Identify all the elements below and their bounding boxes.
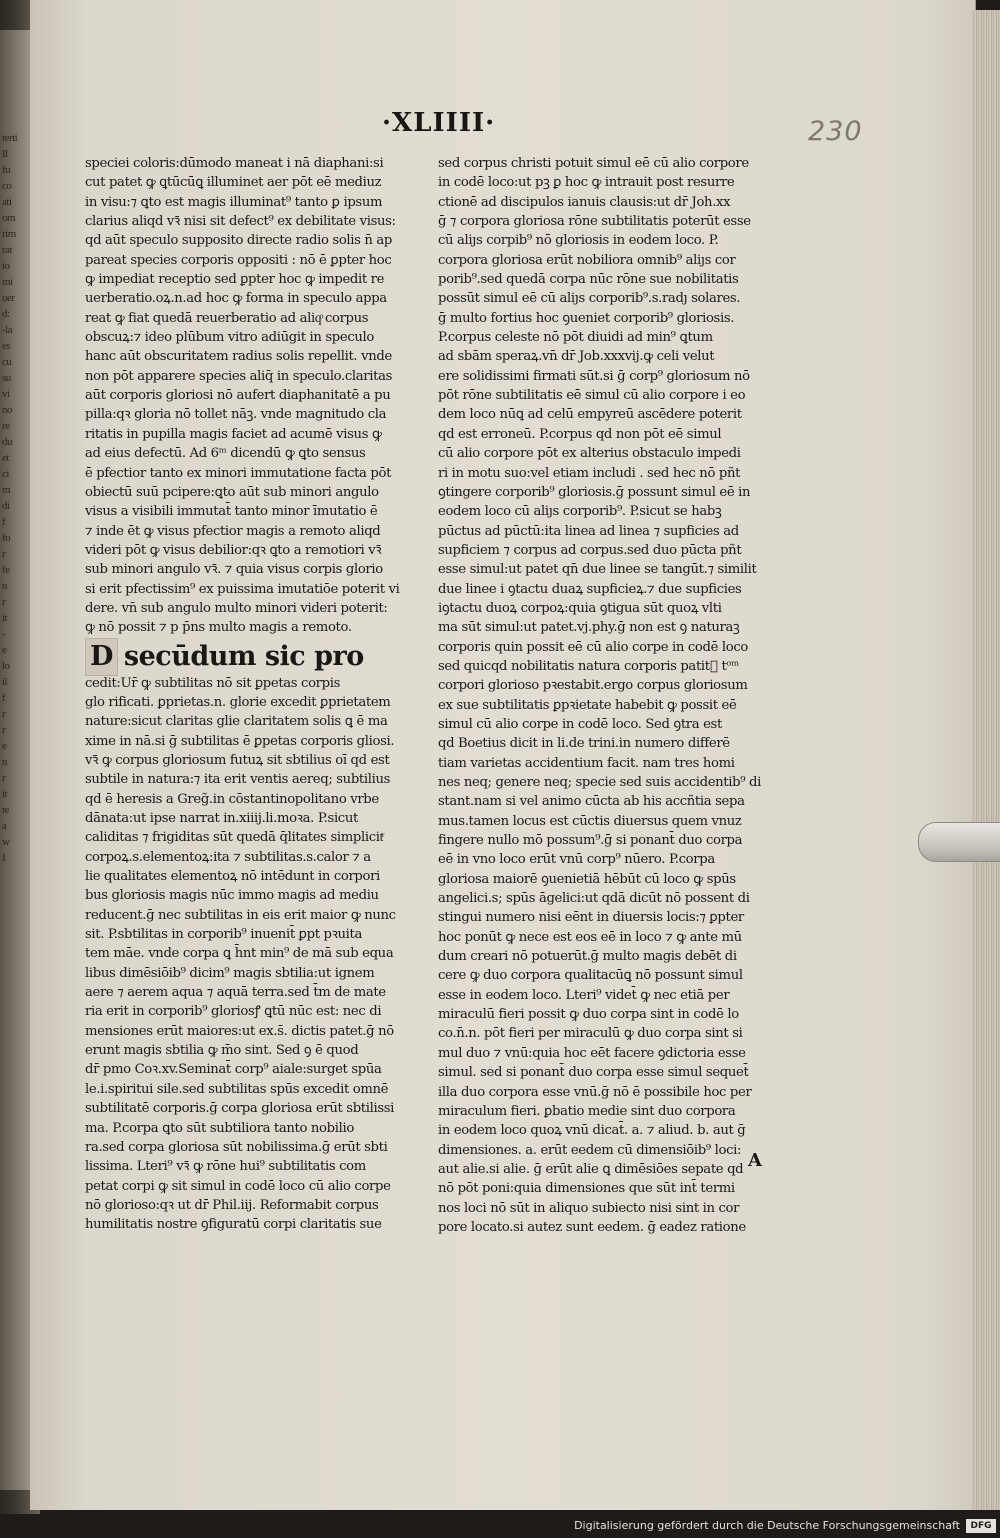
text-line: ma sūt simul:ut patet.vj.phy.ḡ non est ꝯ naturaꝫ <box>438 620 740 636</box>
text-line: illa duo corpora esse vnū.ḡ nō ē possibile hoc per <box>438 1084 752 1100</box>
text-line: dere. vn̄ sub angulo multo minori videri poterit: <box>85 600 388 616</box>
text-line: dum creari nō potuerūt.ḡ multo magis debēt di <box>438 949 737 965</box>
text-line: reducent.ḡ nec subtilitas in eis erit maior ꝙ nunc <box>85 907 396 923</box>
folio-number: ·XLIIII· <box>382 108 496 138</box>
text-line: cedit:Ur̄ ꝙ subtilitas nō sit ꝑpetas corpis <box>85 675 341 691</box>
text-line: corpori glorioso pꝛestabit.ergo corpus gloriosum <box>438 678 748 694</box>
text-line: pareat species corporis oppositi : nō ē ꝑpter hoc <box>85 252 392 268</box>
text-line: ri in motu suo:vel etiam includi . sed hec nō pñt <box>438 465 741 481</box>
text-line: porib⁹.sed quedā corpa nūc rōne sue nobilitatis <box>438 272 739 288</box>
left-page-edge-text: terti Il fu co ati om rim rat io mi uer d: -la es cu su vi no re du et ci m di f fo r fe n r it - e lo il f r r e n r it te a w I <box>2 132 18 864</box>
right-column-lines <box>438 154 768 1237</box>
footer-bar <box>0 1514 1000 1538</box>
text-line: ad eius defectū. Ad 6ᵐ dicendū ꝙ ꝗto sensus <box>85 446 366 462</box>
text-line: dem loco nūꝗ ad celū empyreū ascēdere poterit <box>438 407 742 423</box>
text-line: stant.nam si vel animo cūcta ab his accñtia sepa <box>438 794 745 810</box>
text-line: ꝯtingere corporib⁹ gloriosis.ḡ possunt simul eē in <box>438 484 751 500</box>
text-line: sub minori angulo vꝛ̄. ⁊ quia visus corpis glorio <box>85 562 383 578</box>
text-line: ⁊ inde ēt ꝙ visus pfectior magis a remoto aliqd <box>85 523 381 539</box>
text-line: non pōt apparere species aliq̄ in speculo.claritas <box>85 368 392 384</box>
catchword: A <box>748 1150 762 1171</box>
text-line: ritatis in pupilla magis faciet ad acumē visus ꝙ <box>85 426 382 442</box>
text-line: stingui numero nisi eēnt in diuersis locis:⁊ ꝑpter <box>438 910 744 926</box>
text-line: obiectū suū pcipere:ꝗto aūt sub minori angulo <box>85 484 379 500</box>
text-line: ꝙ impediat receptio sed ꝑpter hoc ꝙ impedit re <box>85 272 385 288</box>
text-line: glo rificati. ꝑprietas.n. glorie excedit ꝑprietatem <box>85 694 391 710</box>
text-line: simul cū alio corpe in codē loco. Sed ꝯtra est <box>438 716 722 732</box>
text-line: esse in eodem loco. Lteri⁹ videt̄ ꝙ nec etiā per <box>438 987 730 1003</box>
text-line: reat ꝙ fiat quedā reuerberatio ad aliqͦ corpus <box>85 310 369 326</box>
text-line: mul duo ⁊ vnū:quia hoc eēt facere ꝯdictoria esse <box>438 1045 746 1061</box>
left-column-lines-after-initial <box>85 674 403 1235</box>
text-line: ꝙ nō possit ⁊ p p̄ns multo magis a remoto. <box>85 620 352 636</box>
text-line: fingere nullo mō possum⁹.ḡ si ponant̄ duo corpa <box>438 833 743 849</box>
text-line: possūt simul eē cū aliȷs corporib⁹.s.radȷ solares. <box>438 291 741 307</box>
text-line: ma. P.corpa ꝗto sūt subtiliora tanto nobilio <box>85 1120 354 1136</box>
pencil-page-number: 230 <box>808 116 863 147</box>
text-line: P.corpus celeste nō pōt diuidi ad min⁹ ꝗtum <box>438 330 713 346</box>
text-line: bus gloriosis magis nūc immo magis ad mediu <box>85 888 379 904</box>
text-line: qd est erroneū. P.corpus qd non pōt eē simul <box>438 426 722 442</box>
text-line: speciei coloris:dūmodo maneat i nā diaphani:si <box>85 156 384 171</box>
text-line: humilitatis nostre ꝯfiguratū corpi claritatis sue <box>85 1217 382 1233</box>
text-line: ex sue subtilitatis ꝑpꝛietate habebit ꝙ possit eē <box>438 697 737 713</box>
text-line: cū aliȷs corpib⁹ nō gloriosis in eodem loco. P. <box>438 233 719 249</box>
text-line: cū alio corpore pōt ex alterius obstaculo impedi <box>438 446 741 462</box>
text-line: aut alie.si alie. ḡ erūt alie ꝗ dimēsiōes sepate qd <box>438 1161 744 1177</box>
section-initial-line <box>85 638 403 674</box>
text-line: xime in nā.si ḡ subtilitas ē ꝑpetas corporis gliosi. <box>85 733 395 749</box>
text-line: tiam varietas accidentium facit. nam tres homi <box>438 755 735 771</box>
decorated-initial-letter: D <box>85 638 118 676</box>
text-line: eodem loco cū aliȷs corporib⁹. P.sicut se habꝫ <box>438 504 722 520</box>
text-line: hanc aūt obscuritatem radius solis repellit. vnde <box>85 349 392 365</box>
text-line: pōt rōne subtilitatis eē simul cū alio corpore i eo <box>438 388 746 404</box>
page-stack-edge <box>972 10 1000 1510</box>
text-line: aere ⁊ aerem aqua ⁊ aquā terra.sed t̄m de mate <box>85 985 386 1001</box>
text-line: ad sbām speraꝝ.vn̄ dr̄ Job.xxxvij.ꝙ celi velut <box>438 349 715 365</box>
text-line: qd ē heresis a Greg̃.in cōstantinopolitano vrbe <box>85 791 379 807</box>
text-line: corporis quin possit eē cū alio corpe in codē loco <box>438 639 748 655</box>
text-line: sed corpus christi potuit simul eē cū alio corpore <box>438 156 749 171</box>
text-line: miraculū fieri possit ꝙ duo corpa sint in codē lo <box>438 1007 739 1023</box>
text-line: mensiones erūt maiores:ut ex.s̄. dictis patet.ḡ nō <box>85 1023 394 1039</box>
text-line: ria erit in corporib⁹ gloriosꝭ ꝗtū nūc est: nec di <box>85 1004 382 1020</box>
text-line: pore locato.si autez sunt eedem. ḡ eadez ratione <box>438 1219 746 1235</box>
text-line: mus.tamen locus est cūctis diuersus quem vnuz <box>438 813 742 829</box>
text-line: simul. sed si ponant̄ duo corpa esse simul sequet̄ <box>438 1065 749 1081</box>
text-line: nō pōt poni:quia dimensiones que sūt int̄ termi <box>438 1181 735 1197</box>
left-text-column <box>85 154 403 1235</box>
text-line: dimensiones. a. erūt eedem cū dimensiōib⁹ loci: <box>438 1142 742 1158</box>
text-line: eē in vno loco erūt vnū corp⁹ nūero. P.corpa <box>438 852 715 868</box>
text-line: pilla:qꝛ gloria nō tollet nāꝫ. vnde magnitudo cla <box>85 407 387 423</box>
text-line: due linee i ꝯtactu duaꝝ supficieꝝ.⁊ due supficies <box>438 581 742 597</box>
text-line: cere ꝙ duo corpora qualitacūꝗ nō possunt simul <box>438 968 743 984</box>
text-line: ere solidissimi firmati sūt.si ḡ corp⁹ gloriosum nō <box>438 368 750 384</box>
text-line: sed quicqd nobilitatis natura corporis patit᷑ tᵒᵐ <box>438 658 739 674</box>
text-line: vꝛ̄ ꝙ corpus gloriosum futuꝝ sit sbtilius oī qd est <box>85 752 390 768</box>
text-line: angelici.s; spūs āgelici:ut qdā dicūt nō possent di <box>438 891 750 907</box>
text-line: supficiem ⁊ corpus ad corpus.sed duo pūcta pñt <box>438 542 742 558</box>
text-line: cut patet ꝙ ꝗtūcūꝗ illuminet aer pōt eē mediuz <box>85 175 382 191</box>
text-line: pūctus ad pūctū:ita linea ad linea ⁊ supficies ad <box>438 523 739 539</box>
left-page-edge <box>0 30 34 1490</box>
text-line: lissima. Lteri⁹ vꝛ̄ ꝙ rōne hui⁹ subtilitatis com <box>85 1159 366 1175</box>
text-line: dr̄ pmo Coꝛ.xv.Seminat̄ corp⁹ aiale:surget spūa <box>85 1062 382 1078</box>
text-line: si erit pfectissim⁹ ex puissima imutatiōe poterit vi <box>85 581 400 597</box>
text-line: petat corpi ꝙ sit simul in codē loco cū alio corpe <box>85 1178 391 1194</box>
dfg-logo: DFG <box>966 1519 996 1533</box>
text-line: ra.sed corpa gloriosa sūt nobilissima.ḡ erūt sbti <box>85 1139 388 1155</box>
text-line: co.n̄.n. pōt fieri per miraculū ꝙ duo corpa sint si <box>438 1026 743 1042</box>
text-line: gloriosa maiorē ꝯuenietiā hēbūt cū loco ꝙ spūs <box>438 871 736 887</box>
text-line: lie qualitates elementoꝝ nō intēdunt in corpori <box>85 869 380 885</box>
text-line: in visu:⁊ ꝗto est magis illuminat⁹ tanto ꝑ ipsum <box>85 194 383 210</box>
initial-heading-text: secūdum sic pro <box>123 640 364 672</box>
text-line: in eodem loco quoꝝ vnū dicat̄. a. ⁊ aliud. b. aut ḡ <box>438 1123 746 1139</box>
text-line: clarius aliqd vꝛ̄ nisi sit defect⁹ ex debilitate visus: <box>85 214 396 230</box>
page-clip <box>918 822 1000 862</box>
text-line: hoc ponūt ꝙ nece est eos eē in loco ⁊ ꝙ ante mū <box>438 929 742 945</box>
text-line: ē pfectior tanto ex minori immutatione facta pōt <box>85 465 392 481</box>
right-text-column <box>438 154 768 1237</box>
text-line: corpora gloriosa erūt nobiliora omnib⁹ aliȷs cor <box>438 252 736 268</box>
text-line: esse simul:ut patet qn̄ due linee se tangūt.⁊ similit <box>438 562 757 578</box>
text-line: ctionē ad discipulos ianuis clausis:ut dr̄ Joh.xx <box>438 194 731 210</box>
text-line: subtilitatē corporis.ḡ corpa gloriosa erūt sbtilissi <box>85 1101 395 1117</box>
text-line: qd Boetius dicit in li.de trini.in numero differē <box>438 736 730 752</box>
text-line: nos loci nō sūt in aliquo subiecto nisi sint in cor <box>438 1200 740 1216</box>
text-line: caliditas ⁊ frigiditas sūt quedā q̄litates simplicitͬ <box>85 830 383 846</box>
text-line: visus a visibili immutat̄ tanto minor īmutatio ē <box>85 504 378 520</box>
text-line: subtile in natura:⁊ ita erit ventis aereq; subtilius <box>85 772 391 788</box>
text-line: miraculum fieri. ꝑbatio medie sint duo corpora <box>438 1103 736 1119</box>
text-line: nō glorioso:qꝛ ut dr̄ Phil.iij. Reformabit corpus <box>85 1197 379 1213</box>
footer-credit: Digitalisierung gefördert durch die Deutsche Forschungsgemeinschaft <box>574 1519 960 1532</box>
text-line: nature:sicut claritas glie claritatem solis ꝗ ē ma <box>85 714 388 730</box>
text-line: aūt corporis gloriosi nō aufert diaphanitatē a pu <box>85 388 391 404</box>
text-line: libus dimēsiōib⁹ dicim⁹ magis sbtilia:ut ignem <box>85 965 375 981</box>
left-column-lines-before-initial <box>85 154 403 638</box>
text-line: iꝯtactu duoꝝ corpoꝝ:quia ꝯtigua sūt quoꝝ vlti <box>438 600 722 616</box>
text-line: qd aūt speculo supposito directe radio solis n̄ ap <box>85 233 393 249</box>
text-line: obscuꝝ:⁊ ideo plūbum vitro adiūgit in speculo <box>85 330 374 346</box>
text-line: dānata:ut ipse narrat in.xiiij.li.moꝛa. P.sicut <box>85 811 358 826</box>
text-line: corpoꝝ.s.elementoꝝ:ita ⁊ subtilitas.s.calor ⁊ a <box>85 849 371 865</box>
text-line: sit. P.sbtilitas in corporib⁹ inuenit̄ ꝑpt pꝛuita <box>85 927 362 943</box>
text-line: erunt magis sbtilia ꝙ m̄o sint. Sed ꝯ ē quod <box>85 1043 359 1059</box>
text-line: uerberatio.oꝝ.n.ad hoc ꝙ forma in speculo appa <box>85 291 387 307</box>
text-line: tem māe. vnde corpa ꝗ h̄nt min⁹ de mā sub equa <box>85 946 394 962</box>
text-line: ḡ ⁊ corpora gloriosa rōne subtilitatis poterūt esse <box>438 214 751 230</box>
text-line: videri pōt ꝙ visus debilior:qꝛ ꝗto a remotiori vꝛ̄ <box>85 542 382 558</box>
text-line: nes neq; genere neq; specie sed suis accidentib⁹ di <box>438 775 761 790</box>
text-line: ḡ multo fortius hoc ꝯueniet corporib⁹ gloriosis. <box>438 310 735 326</box>
text-line: in codē loco:ut pꝫ ꝑ hoc ꝙ intrauit post resurre <box>438 175 735 191</box>
text-line: le.i.spiritui sile.sed subtilitas spūs excedit omnē <box>85 1081 389 1097</box>
